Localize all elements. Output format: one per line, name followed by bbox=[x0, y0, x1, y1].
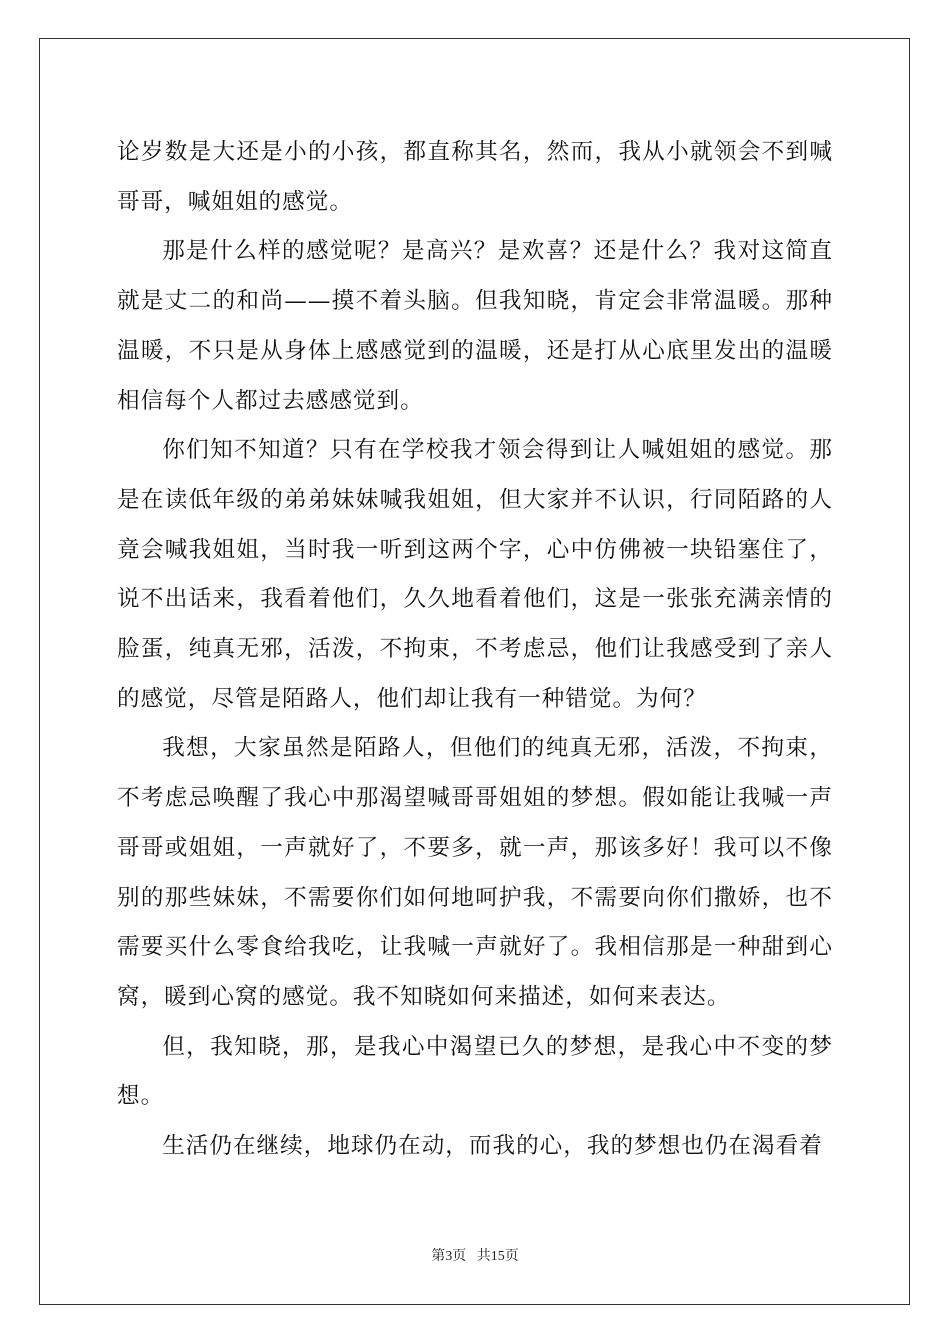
paragraph-6: 生活仍在继续，地球仍在动，而我的心，我的梦想也仍在渴看着 bbox=[162, 1133, 823, 1160]
footer-gap bbox=[466, 1249, 477, 1264]
document-body bbox=[117, 128, 833, 1172]
paragraph-5: 但，我知晓，那，是我心中渴望已久的梦想，是我心中不变的梦想。 bbox=[117, 1033, 833, 1110]
paragraph-1: 论岁数是大还是小的小孩，都直称其名，然而，我从小就领会不到喊哥哥，喊姐姐的感觉。 bbox=[117, 139, 833, 215]
page-number: 第3页 bbox=[431, 1249, 467, 1264]
page-total: 共15页 bbox=[476, 1249, 519, 1264]
paragraph-2: 那是什么样的感觉呢？是高兴？是欢喜？还是什么？我对这简直就是丈二的和尚——摸不着头脑。但我知晓，肯定会非常温暖。那种温暖，不只是从身体上感感觉到的温暖，还是打从心底里发出的温暖相信每个人都过去感感觉到。 bbox=[117, 238, 833, 414]
paragraph-3: 你们知不知道？只有在学校我才领会得到让人喊姐姐的感觉。那是在读低年级的弟弟妹妹喊我姐姐，但大家并不认识，行同陌路的人竟会喊我姐姐，当时我一听到这两个字，心中仿佛被一块铅塞住了，说不出话来，我看着他们，久久地看着他们，这是一张张充满亲情的脸蛋，纯真无邪，活泼，不拘束，不考虑忌，他们让我感受到了亲人的感觉，尽管是陌路人，他们却让我有一种错觉。为何？ bbox=[117, 437, 833, 712]
page-footer bbox=[0, 1248, 950, 1266]
paragraph-4: 我想，大家虽然是陌路人，但他们的纯真无邪，活泼，不拘束，不考虑忌唤醒了我心中那渴望喊哥哥姐姐的梦想。假如能让我喊一声哥哥或姐姐，一声就好了，不要多，就一声，那该多好！我可以不像别的那些妹妹，不需要你们如何地呵护我，不需要向你们撒娇，也不需要买什么零食给我吃，让我喊一声就好了。我相信那是一种甜到心窝，暖到心窝的感觉。我不知晓如何来描述，如何来表达。 bbox=[117, 735, 833, 1010]
